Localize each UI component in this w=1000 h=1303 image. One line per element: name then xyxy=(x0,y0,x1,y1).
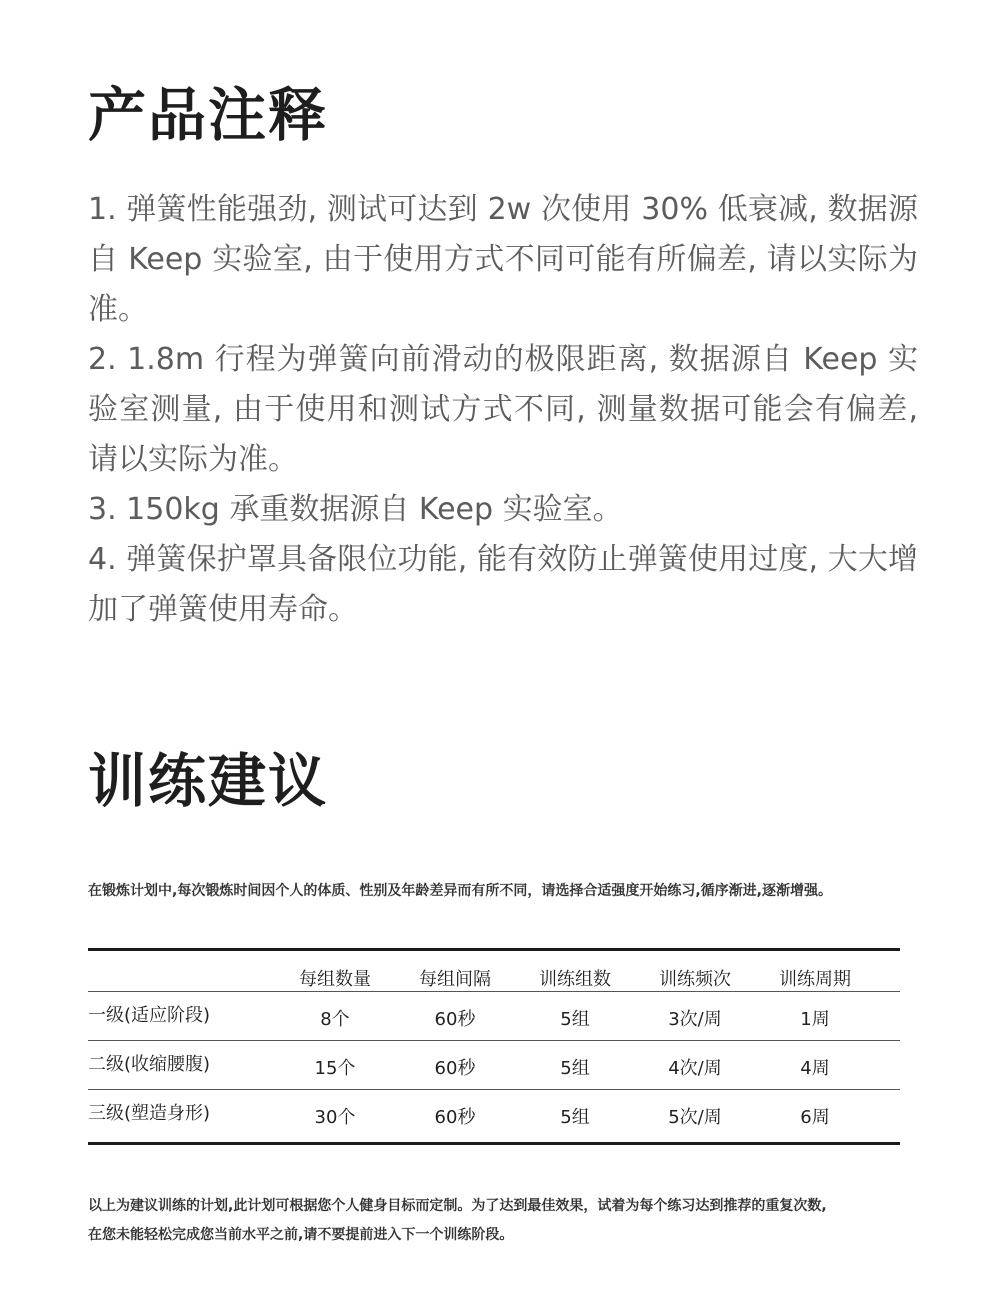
footer-line-2: 在您未能轻松完成您当前水平之前,请不要提前进入下一个训练阶段。 xyxy=(88,1227,514,1243)
row-frequency: 5次/周 xyxy=(668,1107,722,1128)
row-period: 6周 xyxy=(800,1107,830,1128)
row-count: 30个 xyxy=(314,1107,356,1128)
note-item-1: 1. 弹簧性能强劲, 测试可达到 2w 次使用 30% 低衰减, 数据源自 Keep 实验室, 由于使用方式不同可能有所偏差, 请以实际为准。 xyxy=(88,192,918,327)
note-item-4: 4. 弹簧保护罩具备限位功能, 能有效防止弹簧使用过度, 大大增加了弹簧使用寿命。 xyxy=(88,542,918,627)
header-sets: 训练组数 xyxy=(539,969,611,990)
table-bottom-rule xyxy=(88,1142,900,1145)
row-period: 1周 xyxy=(800,1009,830,1030)
row-sets: 5组 xyxy=(560,1107,590,1128)
row-count: 15个 xyxy=(314,1058,356,1079)
product-notes-list xyxy=(88,185,918,635)
table-row xyxy=(88,992,900,1041)
header-interval: 每组间隔 xyxy=(419,969,491,990)
row-period: 4周 xyxy=(800,1058,830,1079)
product-notes-title: 产品注释 xyxy=(88,81,329,149)
training-footer-note xyxy=(88,1192,928,1250)
table-header-row xyxy=(88,951,900,992)
row-frequency: 4次/周 xyxy=(668,1058,722,1079)
footer-line-1: 以上为建议训练的计划,此计划可根据您个人健身目标而定制。为了达到最佳效果，试着为每个练习达到推荐的重复次数, xyxy=(88,1198,827,1214)
row-frequency: 3次/周 xyxy=(668,1009,722,1030)
header-frequency: 训练频次 xyxy=(659,969,731,990)
row-interval: 60秒 xyxy=(434,1107,476,1128)
row-sets: 5组 xyxy=(560,1058,590,1079)
row-interval: 60秒 xyxy=(434,1058,476,1079)
training-table xyxy=(88,948,900,1145)
note-item-2: 2. 1.8m 行程为弹簧向前滑动的极限距离, 数据源自 Keep 实验室测量, 由于使用和测试方式不同, 测量数据可能会有偏差, 请以实际为准。 xyxy=(88,342,918,477)
training-intro: 在锻炼计划中,每次锻炼时间因个人的体质、性别及年龄差异而有所不同，请选择合适强度开始练习,循序渐进,逐渐增强。 xyxy=(88,883,832,899)
table-row xyxy=(88,1041,900,1090)
row-level: 一级(适应阶段) xyxy=(88,1005,211,1026)
header-period: 训练周期 xyxy=(779,969,851,990)
row-count: 8个 xyxy=(320,1009,350,1030)
table-row xyxy=(88,1090,900,1142)
training-title: 训练建议 xyxy=(88,747,329,815)
row-level: 二级(收缩腰腹) xyxy=(88,1054,211,1075)
row-interval: 60秒 xyxy=(434,1009,476,1030)
row-sets: 5组 xyxy=(560,1009,590,1030)
note-item-3: 3. 150kg 承重数据源自 Keep 实验室。 xyxy=(88,492,623,527)
row-level: 三级(塑造身形) xyxy=(88,1103,211,1124)
header-count: 每组数量 xyxy=(299,969,371,990)
